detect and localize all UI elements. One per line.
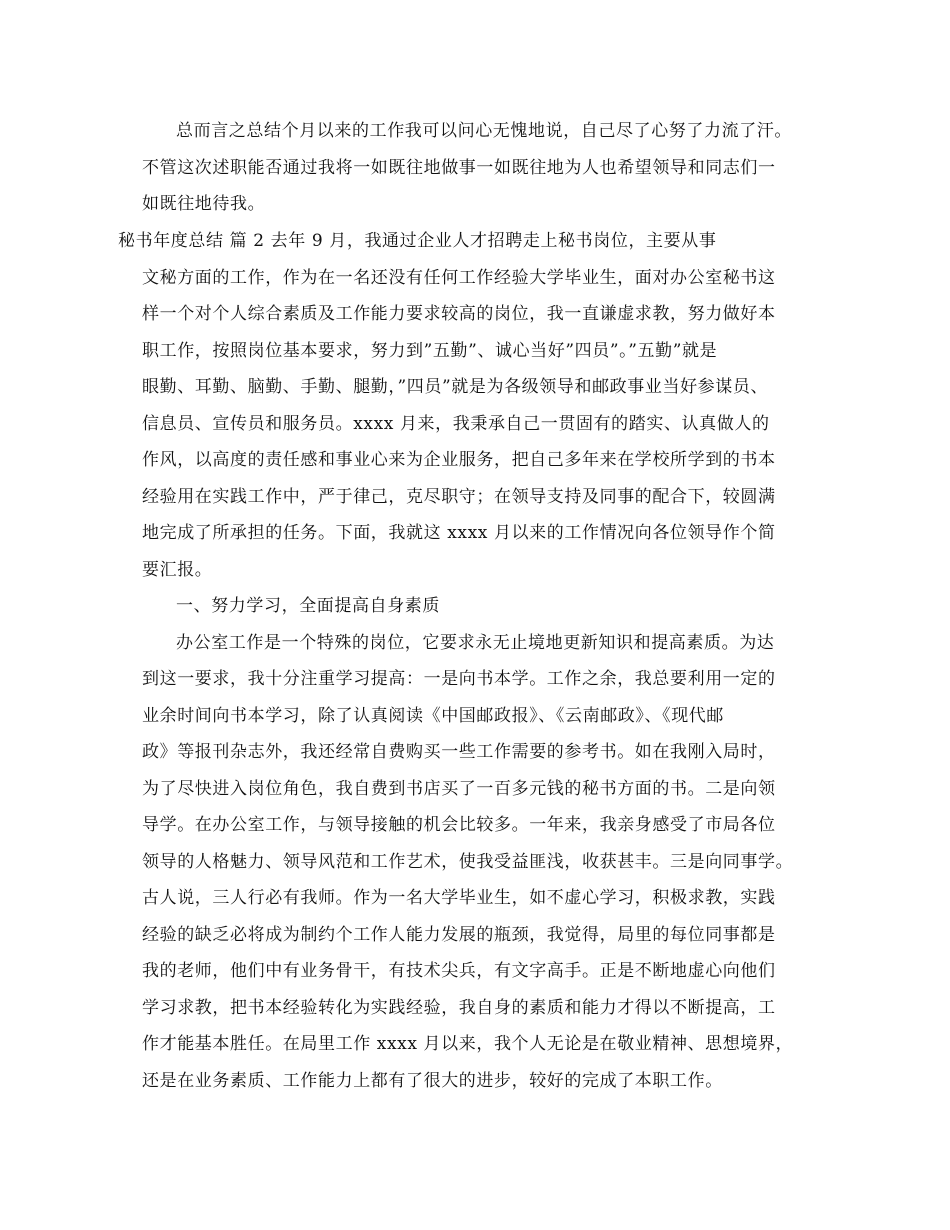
text-line-26: 作才能基本胜任。在局里工作 xxxx 月以来，我个人无论是在敬业精神、思想境界， [142,1034,794,1054]
text-line-19: 为了尽快进入岗位角色，我自费到书店买了一百多元钱的秘书方面的书。二是向领 [142,779,776,799]
text-line-20: 导学。在办公室工作，与领导接触的机会比较多。一年来，我亲身感受了市局各位 [142,815,776,835]
text-line-24: 我的老师，他们中有业务骨干，有技术尖兵，有文字高手。正是不断地虚心向他们 [142,961,776,981]
text-line-25: 学习求教，把书本经验转化为实践经验，我自身的素质和能力才得以不断提高，工 [142,998,776,1018]
text-line-1: 总而言之总结个月以来的工作我可以问心无愧地说，自己尽了心努了力流了汗。 [176,121,792,141]
text-line-15: 办公室工作是一个特殊的岗位，它要求永无止境地更新知识和提高素质。为达 [176,633,775,653]
text-line-9: 信息员、宣传员和服务员。xxxx 月来，我秉承自己一贯固有的踏实、认真做人的 [142,414,770,434]
text-line-11: 经验用在实践工作中，严于律己，克尽职守；在领导支持及同事的配合下，较圆满 [142,487,776,507]
text-line-10: 作风，以高度的责任感和事业心来为企业服务，把自己多年来在学校所学到的书本 [142,450,776,470]
text-line-18: 政》等报刊杂志外，我还经常自费购买一些工作需要的参考书。如在我刚入局时， [142,742,776,762]
text-line-5: 文秘方面的工作，作为在一名还没有任何工作经验大学毕业生，面对办公室秘书这 [142,268,776,288]
section-heading: 一、努力学习，全面提高自身素质 [176,596,440,616]
text-line-27: 还是在业务素质、工作能力上都有了很大的进步，较好的完成了本职工作。 [142,1071,723,1091]
text-line-16: 到这一要求，我十分注重学习提高：一是向书本学。工作之余，我总要利用一定的 [142,669,776,689]
text-line-3: 如既往地待我。 [142,194,266,214]
text-line-23: 经验的缺乏必将成为制约个工作人能力发展的瓶颈，我觉得，局里的每位同事都是 [142,925,776,945]
text-line-8: 眼勤、耳勤、脑勤、手勤、腿勤，”四员”就是为各级领导和邮政事业当好参谋员、 [142,377,769,397]
text-line-22: 古人说，三人行必有我师。作为一名大学毕业生，如不虚心学习，积极求教，实践 [142,888,776,908]
text-line-7: 职工作，按照岗位基本要求，努力到”五勤”、诚心当好”四员”。”五勤”就是 [142,341,718,361]
text-line-2: 不管这次述职能否通过我将一如既往地做事一如既往地为人也希望领导和同志们一 [142,158,776,178]
text-line-12: 地完成了所承担的任务。下面，我就这 xxxx 月以来的工作情况向各位领导作个简 [142,523,776,543]
text-line-13: 要汇报。 [142,560,213,580]
text-line-4: 秘书年度总结 篇 2 去年 9 月，我通过企业人才招聘走上秘书岗位，主要从事 [118,231,717,251]
text-line-17: 业余时间向书本学习，除了认真阅读《中国邮政报》、《云南邮政》、《现代邮 [142,706,724,726]
text-line-6: 样一个对个人综合素质及工作能力要求较高的岗位，我一直谦虚求教，努力做好本 [142,304,776,324]
text-line-21: 领导的人格魅力、领导风范和工作艺术，使我受益匪浅，收获甚丰。三是向同事学。 [142,852,794,872]
